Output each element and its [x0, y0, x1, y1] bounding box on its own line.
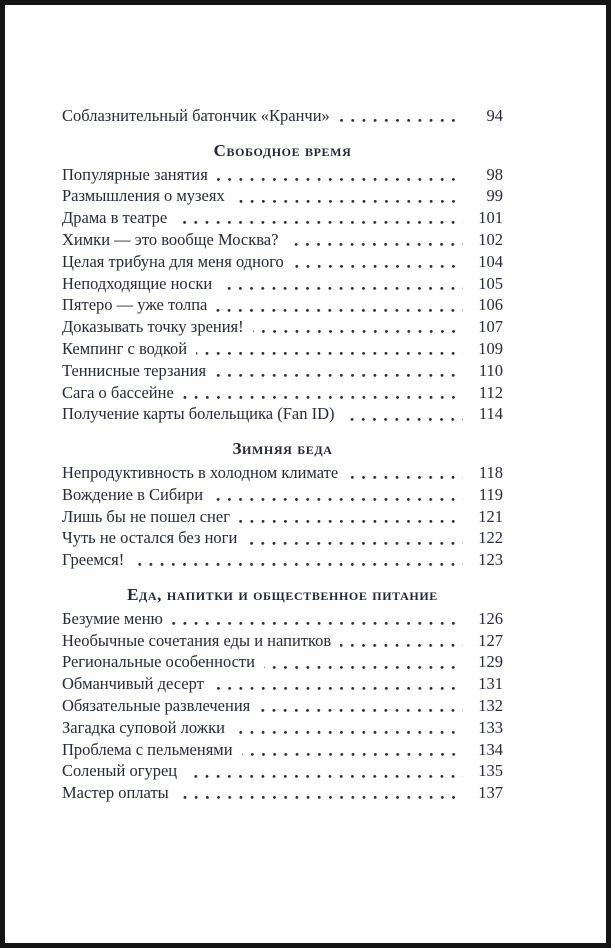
- toc-entry-page-number: 118: [478, 462, 503, 482]
- toc-entry-page-number: 132: [478, 695, 503, 715]
- toc-entry-page-number: 107: [478, 317, 503, 337]
- toc-entry: [62, 273, 503, 295]
- toc-section: [62, 105, 503, 127]
- toc-entry-title: Химки — это вообще Москва?: [62, 229, 279, 249]
- toc-entry-title: Соблазнительный батончик «Кранчи»: [62, 106, 330, 125]
- dot-leader: [264, 666, 463, 669]
- toc-entry-title: Необычные сочетания еды и напитков: [62, 630, 332, 650]
- toc-section: [62, 140, 503, 425]
- toc-entry: [62, 207, 503, 229]
- toc-entry-title: Вождение в Сибири: [62, 484, 204, 504]
- toc-section: [62, 438, 503, 571]
- toc-entry-title: Популярные занятия: [62, 164, 208, 184]
- toc-entry: [62, 673, 503, 695]
- toc-entry-title: Доказывать точку зрения!: [62, 317, 244, 337]
- toc-entry-title: Драма в театре: [62, 208, 168, 228]
- toc-entry-title: Чуть не остался без ноги: [62, 528, 238, 548]
- toc-entry-title: Соленый огурец: [62, 761, 178, 781]
- toc-entry-page-number: 109: [478, 338, 503, 358]
- toc-entry-page-number: 127: [478, 630, 503, 650]
- dot-leader: [234, 200, 463, 203]
- section-entries: [62, 462, 503, 571]
- dot-leader: [339, 119, 463, 122]
- dot-leader: [293, 265, 463, 268]
- toc-entry-title: Загадка суповой ложки: [62, 717, 225, 737]
- dot-leader: [215, 374, 463, 377]
- dot-leader: [213, 687, 463, 690]
- toc-entry: [62, 338, 503, 360]
- section-entries: [62, 164, 503, 426]
- toc-entry-title: Мастер оплаты: [62, 783, 169, 803]
- toc-entry: [62, 608, 503, 630]
- toc-entry-title: Целая трибуна для меня одного: [62, 251, 284, 271]
- toc-entry: [62, 164, 503, 186]
- dot-leader: [340, 644, 463, 647]
- toc-entry-page-number: 101: [478, 208, 503, 228]
- toc-entry: [62, 294, 503, 316]
- dot-leader: [287, 243, 463, 246]
- toc-entry-page-number: 94: [486, 106, 503, 125]
- dot-leader: [212, 498, 463, 501]
- toc-entry: [62, 185, 503, 207]
- dot-leader: [259, 709, 463, 712]
- section-entries: [62, 608, 503, 804]
- section-heading: Зимняя беда: [232, 439, 333, 459]
- toc-entry-title: Пятеро — уже толпа: [62, 295, 208, 315]
- toc-entry-page-number: 134: [478, 739, 503, 759]
- toc-entry-page-number: 98: [486, 164, 503, 184]
- toc-entry-page-number: 137: [478, 783, 503, 803]
- dot-leader: [183, 396, 463, 399]
- toc-entry-title: Лишь бы не пошел снег: [62, 506, 230, 526]
- dot-leader: [246, 542, 463, 545]
- toc-entry-page-number: 112: [478, 382, 503, 402]
- toc-entry-page-number: 129: [478, 652, 503, 672]
- toc-entry-title: Проблема с пельменями: [62, 739, 233, 759]
- toc-section: [62, 584, 503, 804]
- dot-leader: [216, 309, 463, 312]
- toc-entry-title: Неподходящие носки: [62, 273, 213, 293]
- toc-entry-title: Обманчивый десерт: [62, 674, 204, 694]
- toc-entry: [62, 739, 503, 761]
- toc-entry: [62, 782, 503, 804]
- dot-leader: [234, 731, 463, 734]
- toc-entry-title: Обязательные развлечения: [62, 695, 251, 715]
- toc-entry-page-number: 106: [478, 295, 503, 315]
- dot-leader: [343, 418, 463, 421]
- toc-entry-page-number: 131: [478, 674, 503, 694]
- dot-leader: [196, 352, 463, 355]
- toc-entry-page-number: 110: [478, 360, 503, 380]
- section-heading: Еда, напитки и общественное питание: [127, 584, 438, 604]
- toc-entry-page-number: 114: [478, 404, 503, 424]
- toc-entry-page-number: 123: [478, 550, 503, 570]
- toc-entry-title: Греемся!: [62, 550, 125, 570]
- toc-entry: [62, 760, 503, 782]
- toc-entry: [62, 462, 503, 484]
- dot-leader: [347, 476, 463, 479]
- dot-leader: [217, 178, 463, 181]
- toc-entry: [62, 549, 503, 571]
- toc-entry: [62, 630, 503, 652]
- toc-entry-page-number: 105: [478, 273, 503, 293]
- dot-leader: [239, 520, 463, 523]
- dot-leader: [133, 563, 463, 566]
- dot-leader: [178, 796, 463, 799]
- toc-entry-page-number: 126: [478, 608, 503, 628]
- dot-leader: [242, 753, 463, 756]
- toc-entry-title: Региональные особенности: [62, 652, 255, 672]
- section-entries: [62, 105, 503, 127]
- toc-entry-page-number: 119: [478, 484, 503, 504]
- toc-entry-title: Теннисные терзания: [62, 360, 207, 380]
- toc-entry: [62, 717, 503, 739]
- toc: [62, 105, 503, 804]
- toc-entry-title: Сага о бассейне: [62, 382, 174, 402]
- toc-entry: [62, 527, 503, 549]
- toc-entry-title: Непродуктивность в холодном климате: [62, 462, 339, 482]
- toc-entry-page-number: 121: [478, 506, 503, 526]
- toc-entry: [62, 105, 503, 127]
- toc-entry-title: Размышления о музеях: [62, 186, 225, 206]
- toc-entry-page-number: 104: [478, 251, 503, 271]
- toc-entry-title: Безумие меню: [62, 608, 163, 628]
- dot-leader: [176, 221, 463, 224]
- toc-entry-page-number: 122: [478, 528, 503, 548]
- dot-leader: [186, 775, 463, 778]
- toc-entry-page-number: 135: [478, 761, 503, 781]
- toc-entry: [62, 316, 503, 338]
- toc-entry-page-number: 102: [478, 229, 503, 249]
- toc-entry: [62, 695, 503, 717]
- toc-entry-page-number: 133: [478, 717, 503, 737]
- dot-leader: [253, 330, 463, 333]
- section-heading: Свободное время: [213, 140, 352, 160]
- dot-leader: [172, 622, 463, 625]
- toc-entry: [62, 651, 503, 673]
- dot-leader: [221, 287, 463, 290]
- toc-entry: [62, 251, 503, 273]
- toc-entry: [62, 229, 503, 251]
- toc-entry: [62, 403, 503, 425]
- toc-entry: [62, 484, 503, 506]
- toc-entry: [62, 506, 503, 528]
- toc-entry: [62, 382, 503, 404]
- toc-entry: [62, 360, 503, 382]
- toc-entry-page-number: 99: [486, 186, 503, 206]
- toc-entry-title: Получение карты болельщика (Fan ID): [62, 404, 335, 424]
- toc-entry-title: Кемпинг с водкой: [62, 338, 188, 358]
